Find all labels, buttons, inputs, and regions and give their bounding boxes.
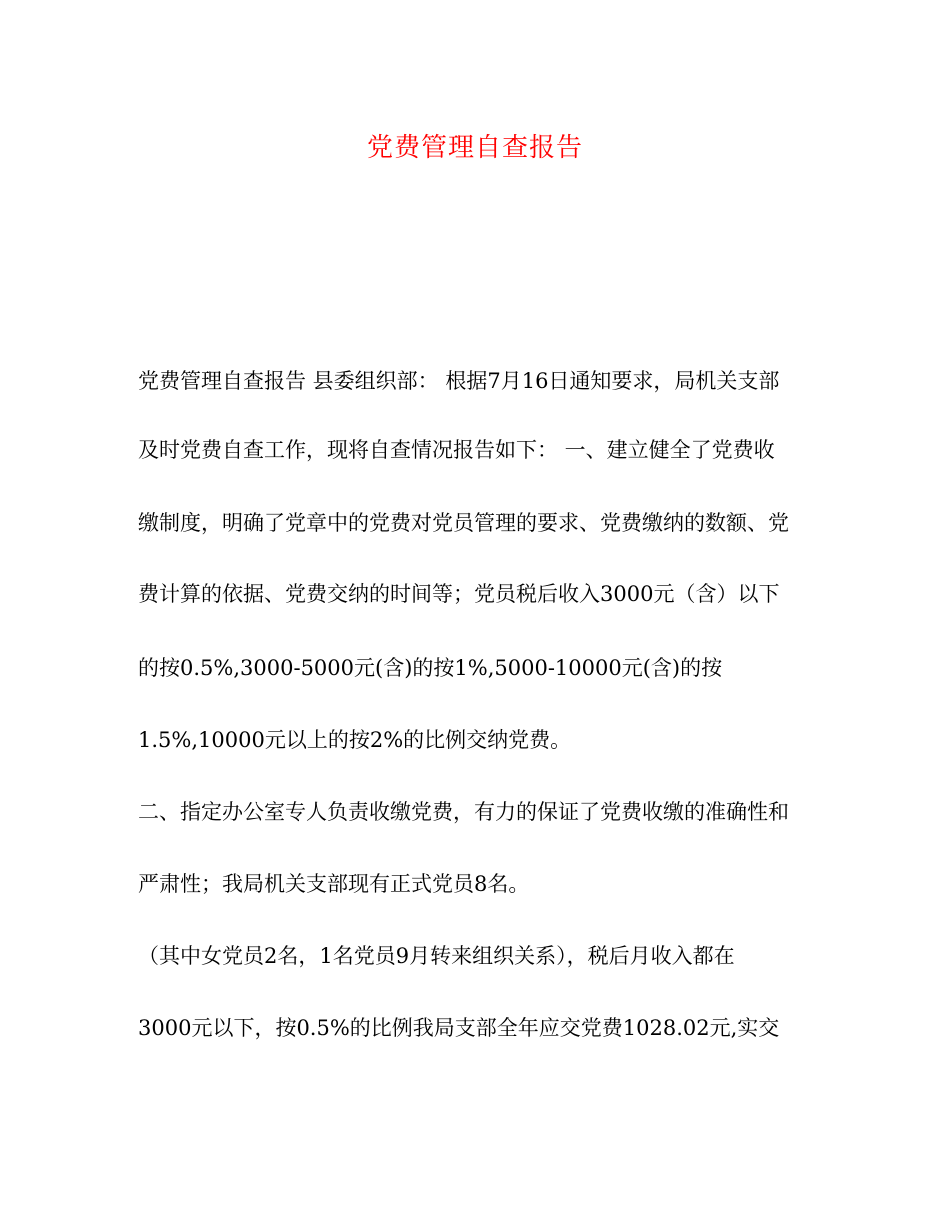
body-line-1: 党费管理自查报告 县委组织部： 根据7月16日通知要求，局机关支部	[138, 369, 780, 393]
body-line-6: 1.5%,10000元以上的按2%的比例交纳党费。	[138, 728, 572, 752]
body-line-7: 二、指定办公室专人负责收缴党费，有力的保证了党费收缴的准确性和	[138, 800, 789, 824]
body-line-9: （其中女党员2名，1名党员9月转来组织关系），税后月收入都在	[138, 944, 735, 968]
body-line-5: 的按0.5%,3000-5000元(含)的按1%,5000-10000元(含)的按	[138, 656, 723, 680]
body-line-8: 严肃性；我局机关支部现有正式党员8名。	[138, 872, 530, 896]
body-line-3: 缴制度，明确了党章中的党费对党员管理的要求、党费缴纳的数额、党	[138, 511, 789, 535]
body-line-10: 3000元以下，按0.5%的比例我局支部全年应交党费1028.02元,实交	[138, 1016, 780, 1040]
body-line-2: 及时党费自查工作，现将自查情况报告如下： 一、建立健全了党费收	[138, 438, 775, 462]
document-title: 党费管理自查报告	[366, 133, 583, 163]
body-line-4: 费计算的依据、党费交纳的时间等；党员税后收入3000元（含）以下	[138, 582, 780, 606]
